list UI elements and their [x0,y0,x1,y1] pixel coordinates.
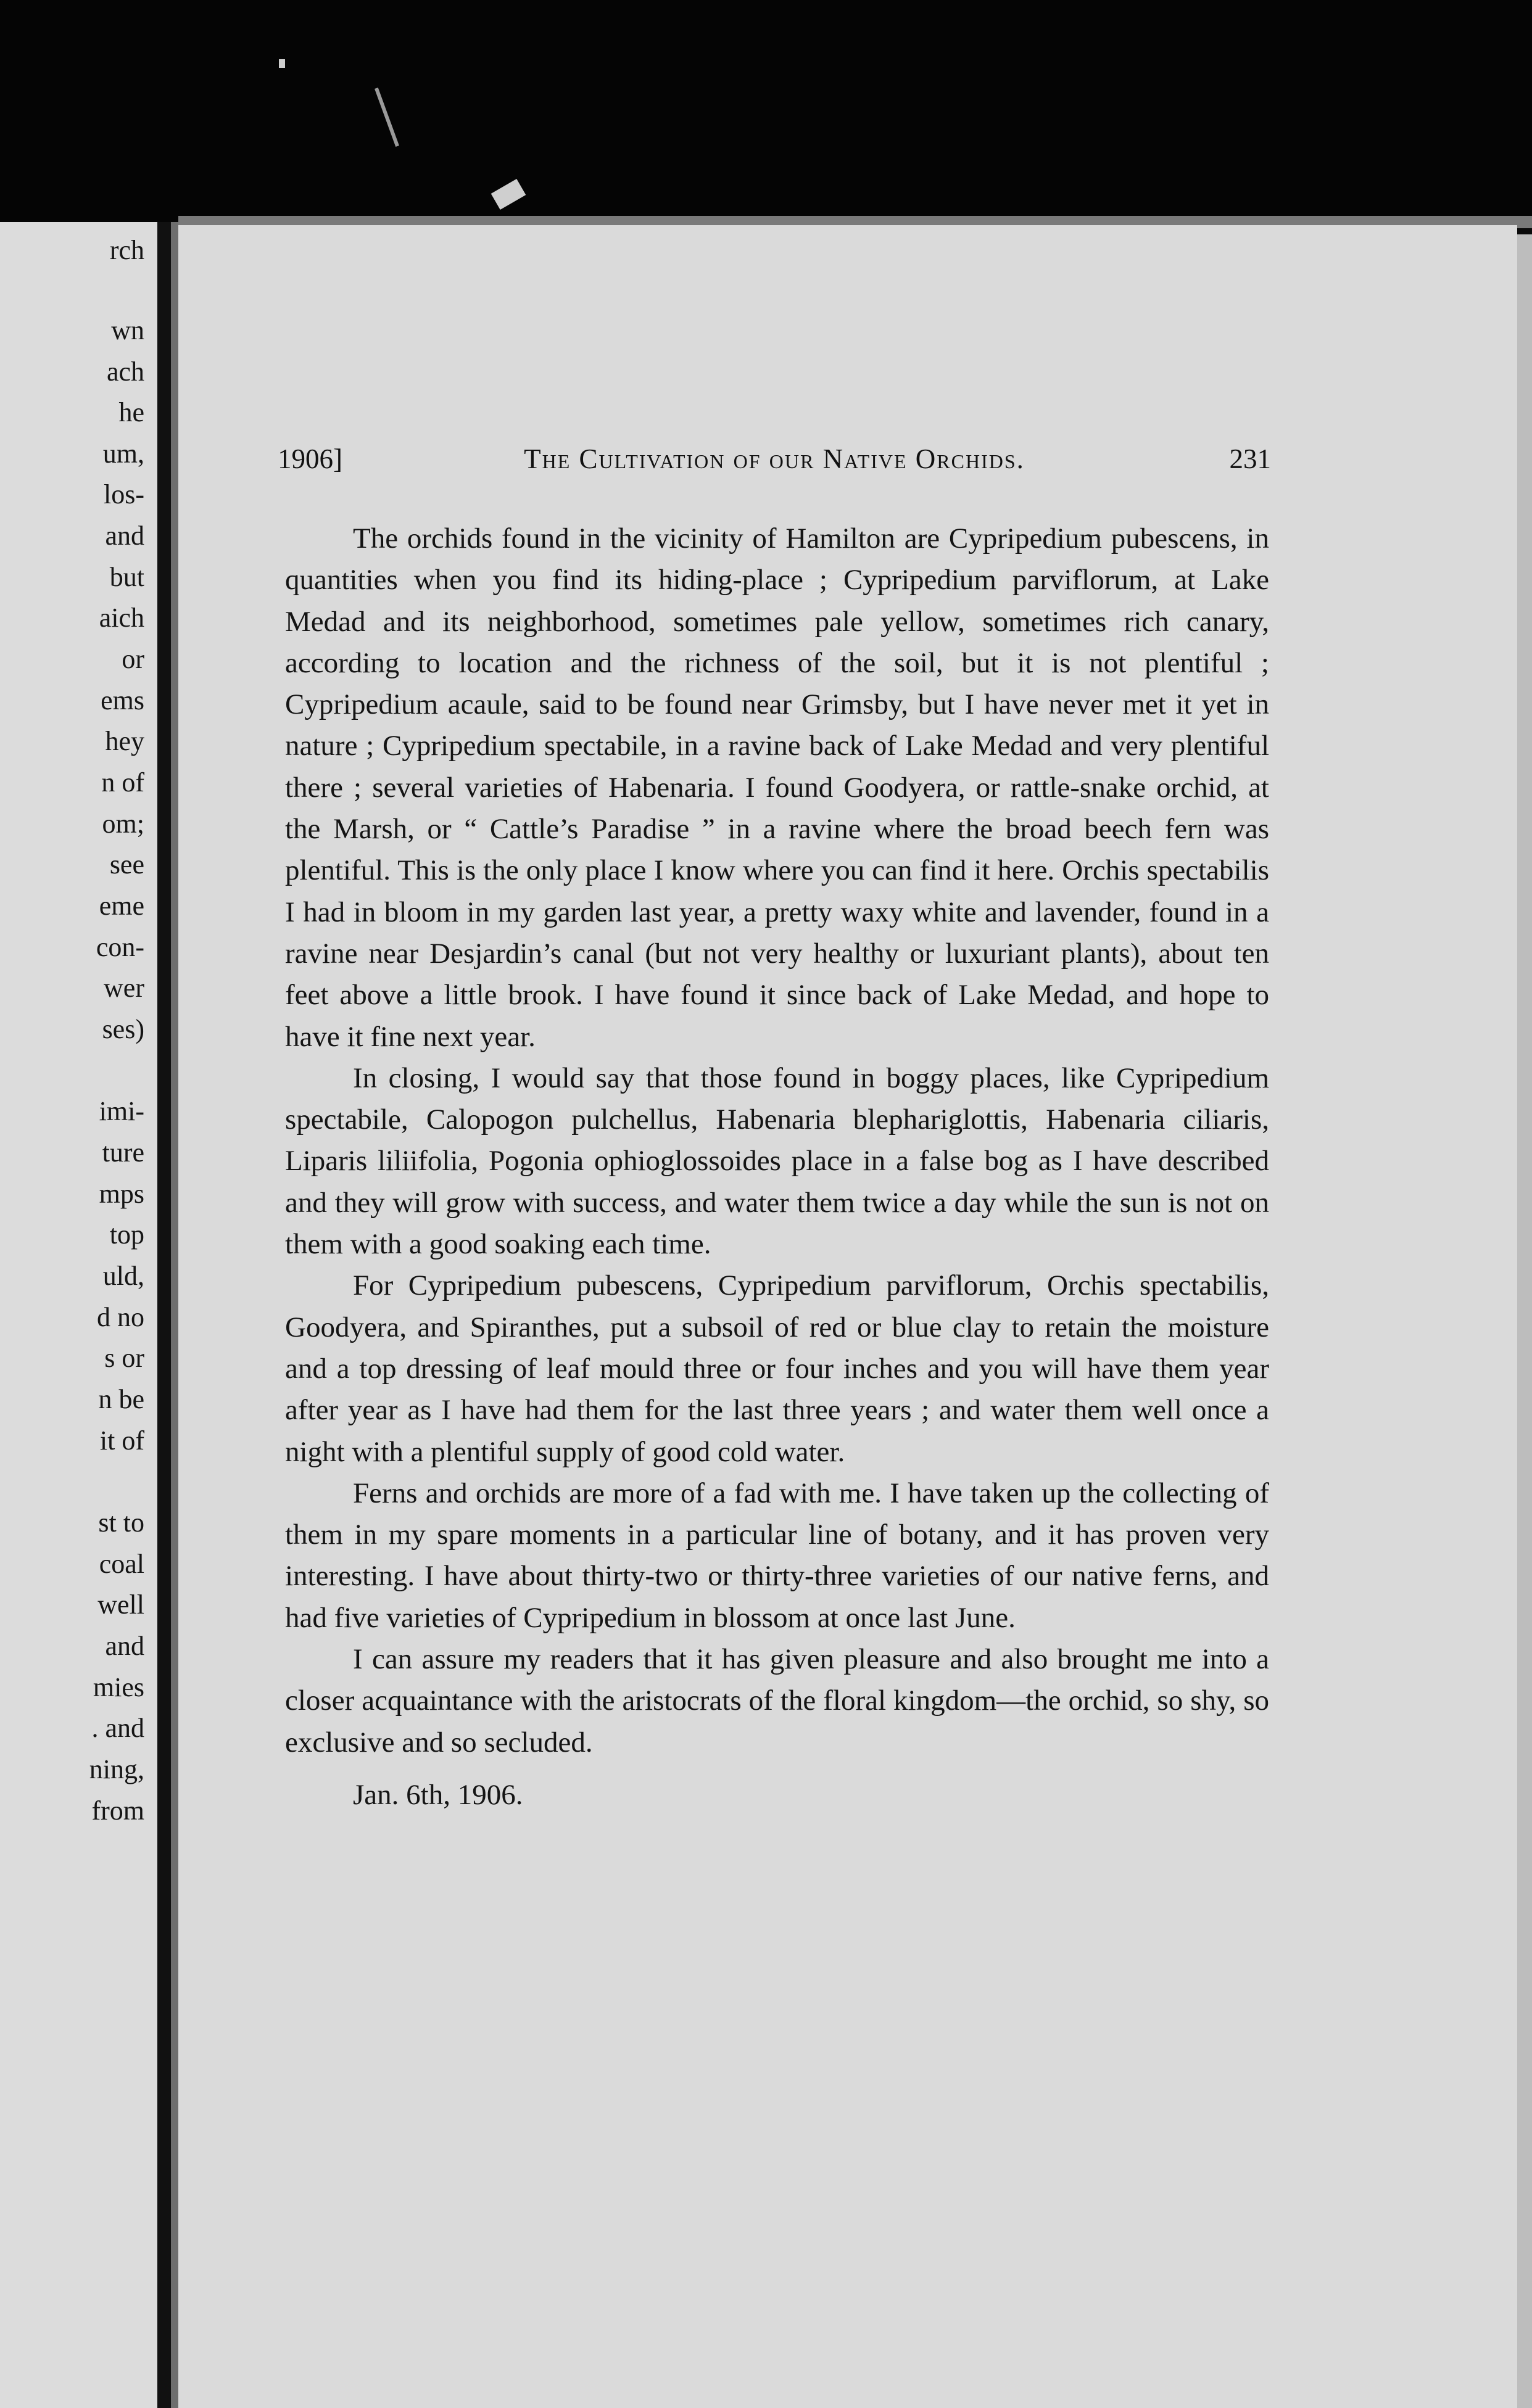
facing-page-line: see [109,849,144,880]
facing-page-line: top [109,1219,144,1250]
facing-page-line: mies [93,1672,144,1702]
facing-page-line: from [91,1796,144,1826]
facing-page-line: but [109,562,144,592]
facing-page-line: ning, [89,1754,144,1784]
page-gutter [157,222,171,2408]
facing-page-line: uld, [102,1261,144,1291]
paragraph: For Cypripedium pubescens, Cypripedium parviflorum, Orchis spectabilis, Goodyera, and Spiranthes, put a subsoil of red or blue clay to retain the moisture and a top dressing of leaf mould three or four inches and you will have them year after year as I have had them for the last three years ; and water them well once a night with a plentiful supply of good cold water. [285,1269,1269,1468]
facing-page-line: and [105,1631,144,1661]
facing-page-line: he [118,397,144,427]
facing-page-line: om; [102,809,144,839]
date-line: Jan. 6th, 1906. [353,1778,523,1811]
page-right-edge [1517,234,1532,2408]
dust-speck [279,59,285,68]
facing-page-line: n be [98,1384,144,1414]
page-gutter-shadow [171,222,178,2408]
facing-page-line: . and [91,1713,144,1743]
paragraph: Ferns and orchids are more of a fad with me. I have taken up the collecting of them in my spare moments in a particular line of botany, and it has proven very interesting. I have about thirty-two or thirty-three varieties of our native ferns, and had five varieties of Cypripedium in blossom at once last June. [285,1477,1269,1634]
facing-page-line: st to [98,1507,144,1538]
facing-page-line: ach [106,357,144,387]
paragraph: In closing, I would say that those found in boggy places, like Cypripedium spectabile, Calopogon pulchellus, Habenaria blephariglottis, Habenaria ciliaris, Liparis liliifolia, Pogonia ophioglossoides place in a false bog as I have described and they will grow with success, and water them twice a day while the sun is not on them with a good soaking each time. [285,1062,1269,1261]
facing-page-line: imi- [99,1096,144,1126]
facing-page-line: rch [109,235,144,265]
page-number: 231 [1229,443,1271,474]
facing-page-line: um, [102,439,144,469]
facing-page-line: ems [101,685,144,715]
facing-page-line: coal [99,1549,144,1579]
facing-page-line: los- [104,479,144,509]
running-head-year: 1906] [278,443,342,474]
facing-page-line: n of [101,767,144,798]
facing-page-line: well [97,1590,144,1620]
paragraph: I can assure my readers that it has given pleasure and also brought me into a closer acquaintance with the aristocrats of the floral kingdom—the orchid, so shy, so exclusive and so secluded. [285,1643,1269,1759]
facing-page-line: or [122,644,144,674]
facing-page-line: and [105,521,144,551]
running-head-title: The Cultivation of our Native Orchids. [524,443,1025,474]
scan-background [0,0,1532,222]
running-head [278,443,1271,480]
facing-page-line: mps [99,1179,144,1209]
facing-page-line: s or [104,1343,144,1373]
facing-page-line: ture [102,1137,144,1168]
facing-page-line: eme [99,891,144,921]
facing-page-line: wer [104,973,144,1003]
facing-page-line: hey [105,726,144,756]
facing-page-line: it of [99,1425,144,1456]
facing-page-line: ses) [102,1014,144,1044]
facing-page [0,222,162,2408]
facing-page-line: con- [96,932,144,962]
facing-page-line: aich [99,603,144,633]
facing-page-line: wn [111,315,144,345]
paragraph: The orchids found in the vicinity of Hamilton are Cypripedium pubescens, in quantities when you find its hiding-place ; Cypripedium parviflorum, at Lake Medad and its neighborhood, sometimes pale yellow, sometimes rich canary, according to location and the richness of the soil, but it is not plentiful ; Cypripedium acaule, said to be found near Grimsby, but I have never met it yet in nature ; Cypripedium spectabile, in a ravine back of Lake Medad and very plentiful there ; several varieties of Habenaria. I found Goodyera, or rattle-snake orchid, at the Marsh, or “ Cattle’s Paradise ” in a ravine where the broad beech fern was plentiful. This is the only place I know where you can find it here. Orchis spectabilis I had in bloom in my garden last year, a pretty waxy white and lavender, found in a ravine near Desjardin’s canal (but not very healthy or luxuriant plants), about ten feet above a little brook. I have found it since back of Lake Medad, and hope to have it fine next year. [285,522,1269,1053]
article-body [285,518,1269,1816]
facing-page-line: d no [97,1302,144,1332]
